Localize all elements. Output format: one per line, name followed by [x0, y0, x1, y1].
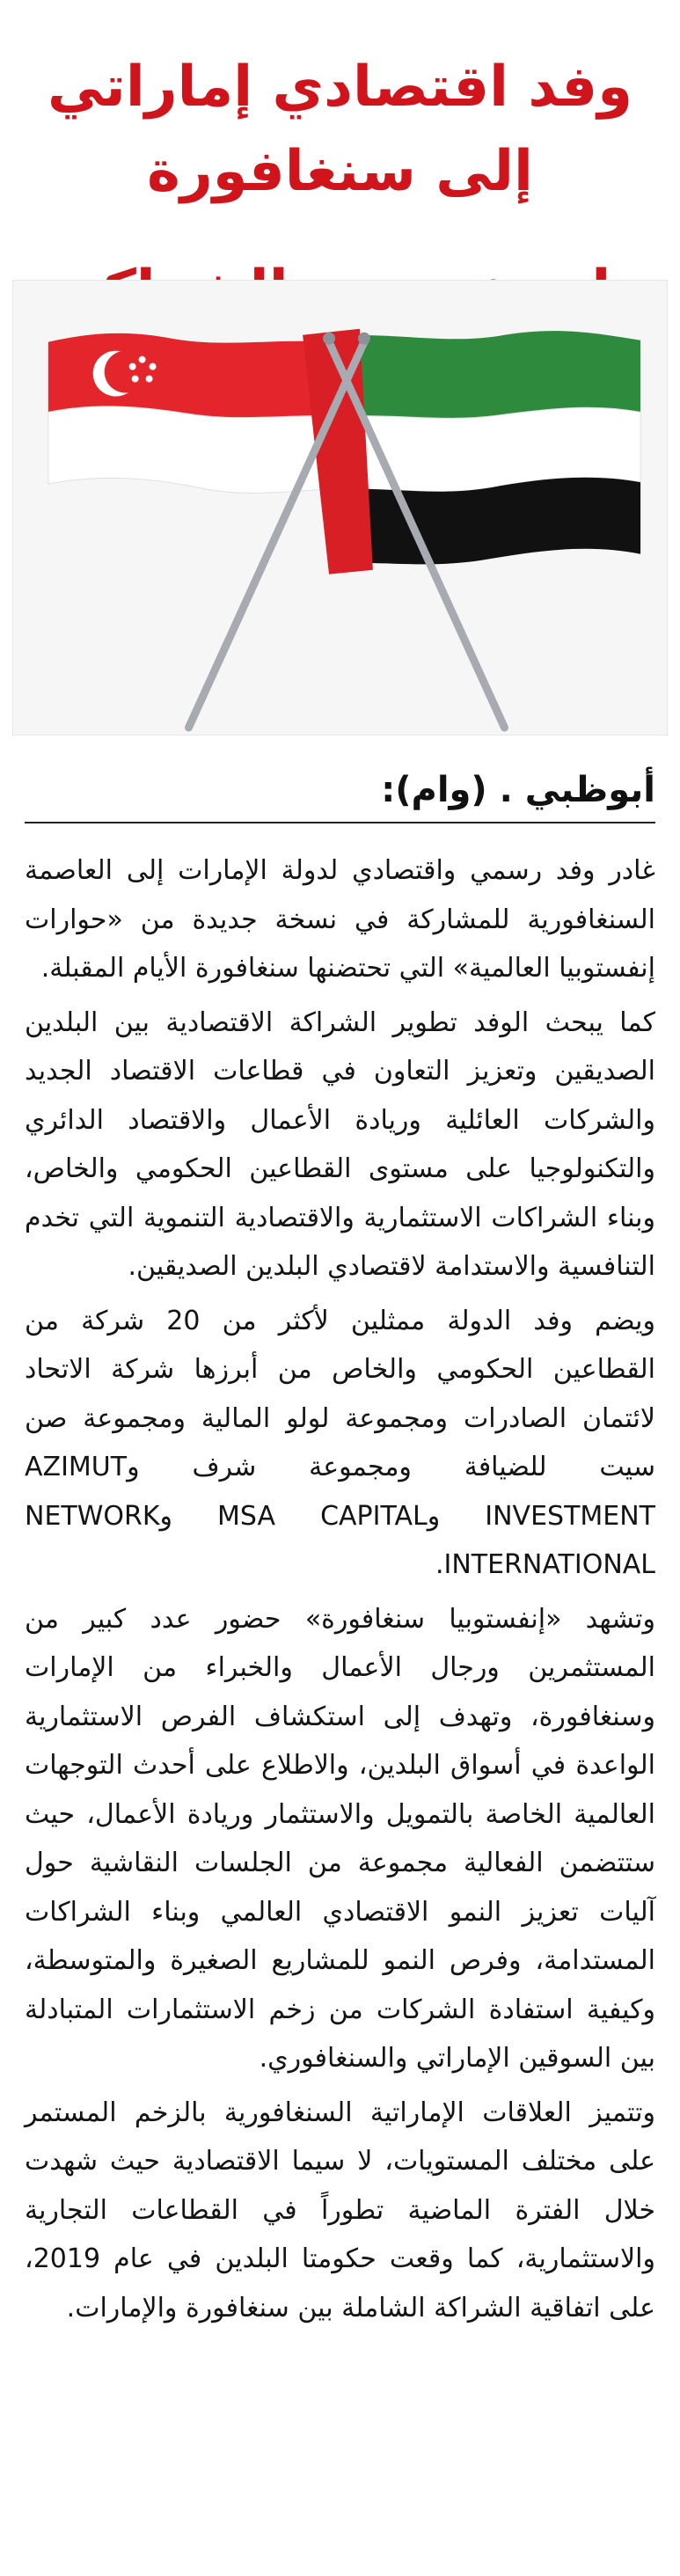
dateline: أبوظبي . (وام):	[25, 765, 655, 823]
paragraph: وتشهد «إنفستوبيا سنغافورة» حضور عدد كبير من المستثمرين ورجال الأعمال والخبراء من الإمارات وسنغافورة، وتهدف إلى استكشاف الفرص الاستثمارية الواعدة في أسواق البلدين، والاطلاع على أحدث التوجهات العالمية الخاصة بالتمويل والاستثمار وريادة الأعمال، حيث ستتضمن الفعالية مجموعة من الجلسات النقاشية حول آليات تعزيز النمو الاقتصادي العالمي وبناء الشراكات المستدامة، وفرص النمو للمشاريع الصغيرة والمتوسطة، وكيفية استفادة الشركات من زخم الاستثمارات المتبادلة بين السوقين الإماراتي والسنغافوري.	[25, 1603, 655, 2074]
article-photo	[12, 280, 668, 735]
crossed-flags-image	[13, 281, 667, 735]
paragraph: كما يبحث الوفد تطوير الشراكة الاقتصادية بين البلدين الصديقين وتعزيز التعاون في قطاعات الاقتصاد الجديد والشركات العائلية وريادة الأعمال والاقتصاد الدائري والتكنولوجيا على مستوى القطاعين الحكومي والخاص، وبناء الشراكات الاستثمارية والاقتصادية التنموية التي تخدم التنافسية والاستدامة لاقتصادي البلدين الصديقين.	[25, 1006, 655, 1282]
paragraph: غادر وفد رسمي واقتصادي لدولة الإمارات إلى العاصمة السنغافورية للمشاركة في نسخة جديدة من «حوارات إنفستوبيا العالمية» التي تحتضنها سنغافورة الأيام المقبلة.	[25, 855, 655, 984]
article-body	[25, 846, 655, 2332]
paragraph: وتتميز العلاقات الإماراتية السنغافورية بالزخم المستمر على مختلف المستويات، لا سيما الاقتصادية حيث شهدت خلال الفترة الماضية تطوراً في القطاعات التجارية والاستثمارية، كما وقعت حكومتا البلدين في عام 2019، على اتفاقية الشراكة الشاملة بين سنغافورة والإمارات.	[25, 2097, 655, 2324]
headline-line-1: وفد اقتصادي إماراتي إلى سنغافورة	[48, 55, 632, 205]
paragraph: ويضم وفد الدولة ممثلين لأكثر من 20 شركة من القطاعين الحكومي والخاص من أبرزها شركة الاتحاد لائتمان الصادرات ومجموعة لولو المالية ومجموعة صن سيت للضيافة ومجموعة شرف وAZIMUT INVESTMENT وMSA CAPITAL وNETWORK INTERNATIONAL.	[25, 1305, 656, 1580]
